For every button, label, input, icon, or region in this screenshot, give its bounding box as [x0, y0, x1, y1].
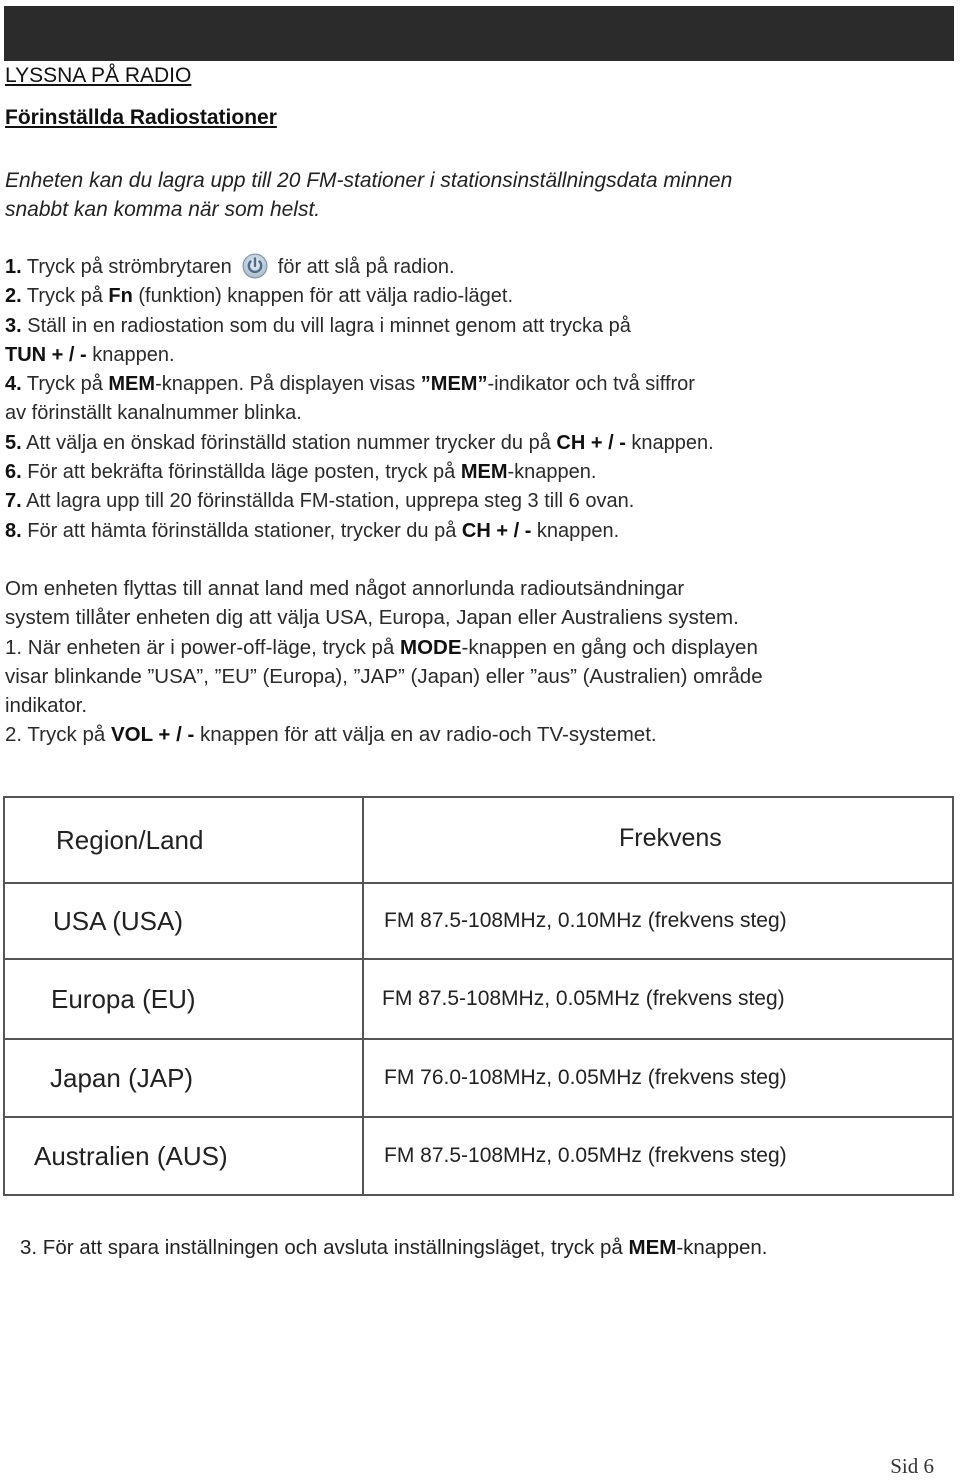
display-indicator: ”MEM” — [420, 373, 488, 396]
step-text: För att hämta förinställda stationer, trycker du på — [27, 519, 462, 542]
step-text: knappen. — [625, 431, 714, 454]
region-cell: Europa (EU) — [4, 959, 363, 1039]
step-text: knappen. — [531, 519, 620, 542]
region-cell: Japan (JAP) — [4, 1039, 363, 1117]
key-label: MODE — [400, 635, 462, 659]
region-line: indikator. — [5, 694, 88, 718]
frequency-cell: FM 76.0-108MHz, 0.05MHz (frekvens steg) — [363, 1039, 953, 1117]
step-number: 7. — [5, 490, 22, 513]
steps-list — [5, 253, 945, 546]
step-text: Att lagra upp till 20 förinställda FM-station, upprepa steg 3 till 6 ovan. — [26, 490, 635, 513]
step-text: Tryck på — [26, 285, 109, 308]
section-title: LYSSNA PÅ RADIO — [5, 64, 192, 87]
step-text: knappen. — [86, 343, 175, 366]
region-line: Om enheten flyttas till annat land med något annorlunda radioutsändningar — [5, 577, 685, 600]
key-label: MEM — [460, 461, 508, 484]
power-icon — [240, 253, 270, 279]
intro-paragraph — [5, 166, 945, 224]
header-bar — [4, 6, 954, 61]
key-label: TUN + / - — [5, 343, 87, 366]
key-label: CH + / - — [556, 431, 626, 454]
step-text: Ställ in en radiostation som du vill lagra i minnet genom att trycka på — [27, 314, 631, 337]
table-header-row — [4, 797, 953, 883]
step-2 — [5, 282, 945, 311]
intro-line: snabbt kan komma när som helst. — [5, 198, 321, 221]
region-line — [5, 720, 945, 749]
step-text: -indikator och två siffror — [487, 373, 695, 396]
step-3-cont — [5, 341, 945, 370]
region-text: 1. När enheten är i power-off-läge, tryck på — [5, 635, 401, 659]
step-text: Tryck på strömbrytaren — [26, 256, 232, 278]
step-number: 6. — [5, 461, 22, 484]
step-5 — [5, 429, 945, 458]
step-number: 4. — [5, 373, 22, 396]
final-step — [20, 1236, 768, 1260]
step-number: 1. — [5, 256, 22, 278]
frequency-cell: FM 87.5-108MHz, 0.05MHz (frekvens steg) — [363, 1117, 953, 1195]
step-text: Att välja en önskad förinställd station nummer trycker du på — [26, 431, 557, 454]
step-text: -knappen. — [507, 461, 597, 484]
key-label: Fn — [108, 285, 133, 308]
step-number: 5. — [5, 431, 22, 454]
region-text: knappen för att välja en av radio-och TV-systemet. — [194, 723, 657, 747]
page-number: Sid 6 — [890, 1454, 934, 1478]
step-text: för att slå på radion. — [277, 256, 455, 278]
key-label: MEM — [108, 373, 156, 396]
table-row — [4, 883, 953, 959]
region-line: system tillåter enheten dig att välja USA, Europa, Japan eller Australiens system. — [5, 606, 739, 630]
step-4 — [5, 370, 945, 399]
frequency-cell: FM 87.5-108MHz, 0.05MHz (frekvens steg) — [363, 959, 953, 1039]
region-text: -knappen en gång och displayen — [461, 635, 758, 659]
step-number: 3. — [5, 314, 22, 337]
key-label: CH + / - — [461, 519, 532, 542]
table-row — [4, 959, 953, 1039]
frequency-cell: FM 87.5-108MHz, 0.10MHz (frekvens steg) — [363, 883, 953, 959]
table-header-region: Region/Land — [4, 797, 363, 883]
final-step-text: 3. För att spara inställningen och avsluta inställningsläget, tryck på — [20, 1236, 629, 1259]
region-line — [5, 633, 945, 662]
region-line: visar blinkande ”USA”, ”EU” (Europa), ”JAP” (Japan) eller ”aus” (Australien) område — [5, 664, 763, 688]
step-number: 8. — [5, 519, 22, 542]
step-text: (funktion) knappen för att välja radio-läget. — [132, 285, 514, 308]
subsection-title: Förinställda Radiostationer — [5, 106, 277, 129]
step-6 — [5, 458, 945, 487]
step-text: Tryck på — [26, 373, 109, 396]
step-text: av förinställt kanalnummer blinka. — [5, 402, 302, 425]
table-row — [4, 1039, 953, 1117]
step-text: -knappen. På displayen visas — [155, 373, 421, 396]
step-3 — [5, 312, 945, 341]
step-1 — [5, 253, 945, 282]
region-paragraph — [5, 574, 945, 750]
region-cell: Australien (AUS) — [4, 1117, 363, 1195]
intro-line: Enheten kan du lagra upp till 20 FM-stationer i stationsinställningsdata minnen — [5, 169, 733, 192]
table-header-frequency: Frekvens — [363, 797, 953, 883]
key-label: MEM — [628, 1236, 677, 1259]
final-step-text: -knappen. — [676, 1236, 768, 1259]
step-4-cont — [5, 399, 945, 428]
step-7 — [5, 487, 945, 516]
key-label: VOL + / - — [110, 723, 195, 747]
region-text: 2. Tryck på — [5, 723, 111, 747]
table-row — [4, 1117, 953, 1195]
region-cell: USA (USA) — [4, 883, 363, 959]
step-8 — [5, 517, 945, 546]
frequency-table — [3, 796, 954, 1196]
step-number: 2. — [5, 285, 22, 308]
step-text: För att bekräfta förinställda läge posten, tryck på — [27, 461, 461, 484]
